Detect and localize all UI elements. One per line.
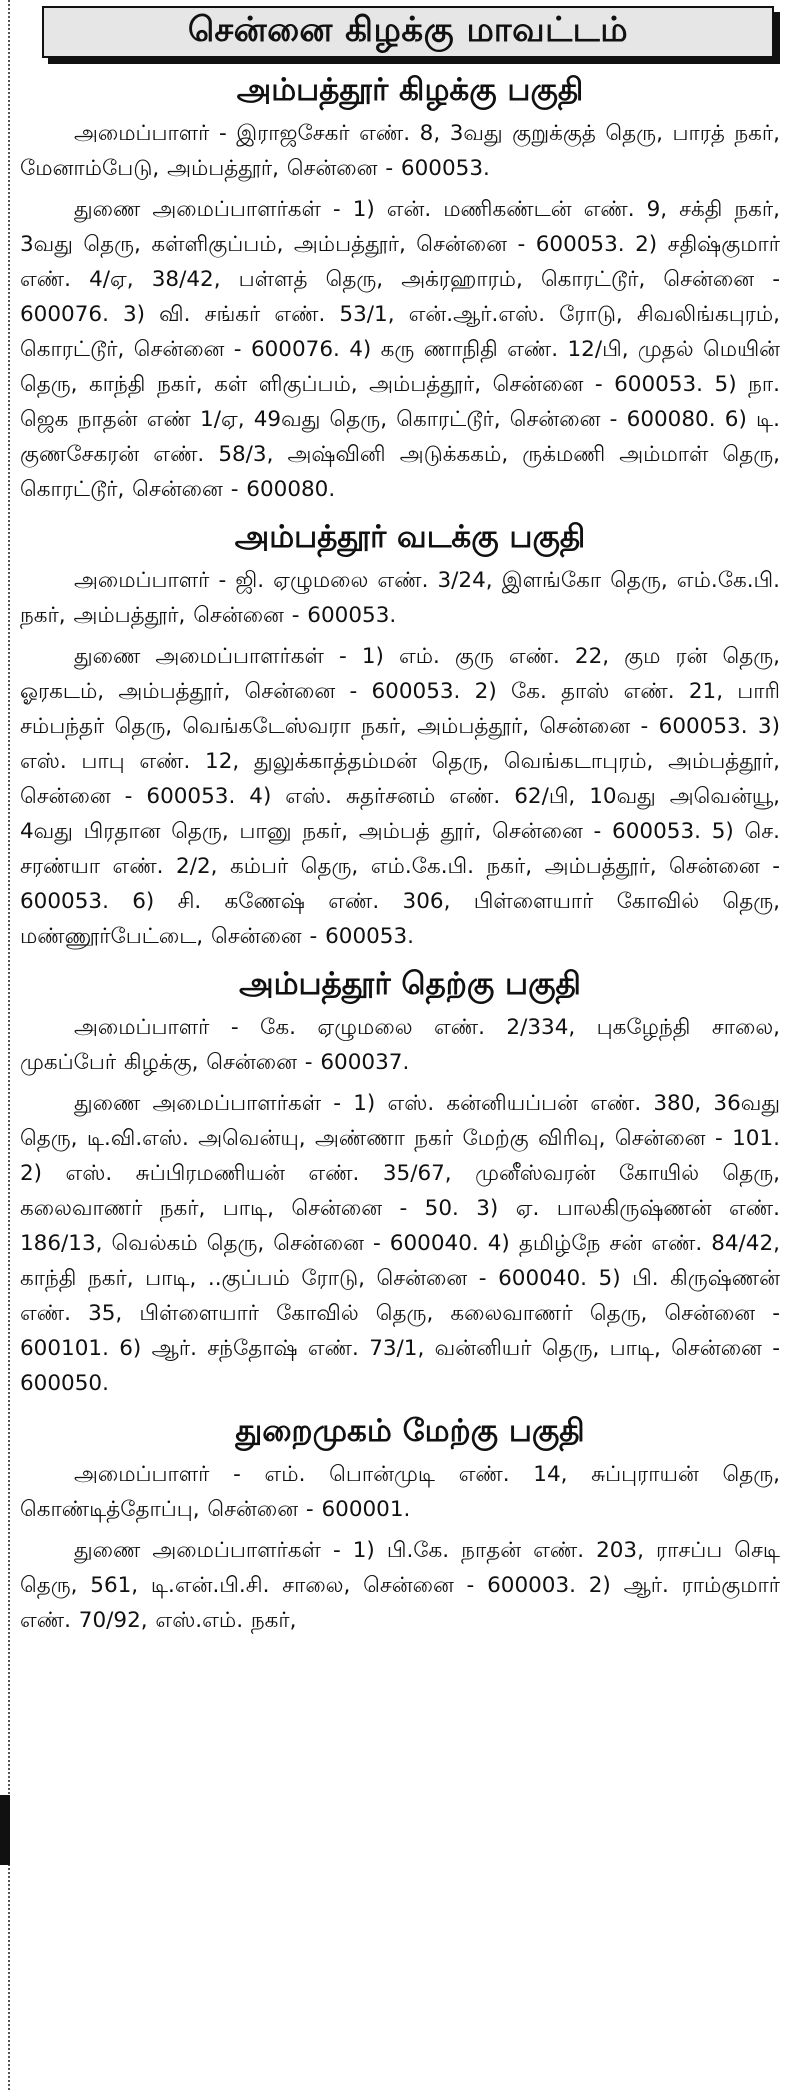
organizer-paragraph: அமைப்பாளர் - எம். பொன்முடி எண். 14, சுப்புராயன் தெரு, கொண்டித்தோப்பு, சென்னை - 600001. [20,1462,780,1522]
deputies-paragraph: துணை அமைப்பாளர்கள் - 1) எஸ். கன்னியப்பன் எண். 380, 36வது தெரு, டி.வி.எஸ். அவென்யு, அண்ணா நகர் மேற்கு விரிவு, சென்னை - 101. 2) எஸ். சுப்பிரமணியன் எண். 35/67, முனீஸ்வரன் கோயில் தெரு, கலைவாணர் நகர், பாடி, சென்னை - 50. 3) ஏ. பாலகிருஷ்ணன் எண். 186/13, வெல்கம் தெரு, சென்னை - 600040. 4) தமிழ்நே சன் எண். 84/42, காந்தி நகர், பாடி, ..குப்பம் ரோடு, சென்னை - 600040. 5) பி. கிருஷ்ணன் எண். 35, பிள்ளையார் கோவில் தெரு, கலைவாணர் தெரு, சென்னை - 600101. 6) ஆர். சந்தோஷ் எண். 73/1, வன்னியர் தெரு, பாடி, சென்னை - 600050. [20,1091,780,1396]
district-banner [42,6,774,58]
section-title: அம்பத்தூர் தெற்கு பகுதி [239,966,581,1002]
organizer-paragraph: அமைப்பாளர் - இராஜசேகர் எண். 8, 3வது குறுக்குத் தெரு, பாரத் நகர், மேனாம்பேடு, அம்பத்தூர், சென்னை - 600053. [20,121,780,181]
column-divider-dotted [8,0,10,2090]
section-ambattur-east [20,70,800,507]
deputies-paragraph: துணை அமைப்பாளர்கள் - 1) எம். குரு எண். 22, கும ரன் தெரு, ஓரகடம், அம்பத்தூர், சென்னை - 600053. 2) கே. தாஸ் எண். 21, பாரி சம்பந்தர் தெரு, வெங்கடேஸ்வரா நகர், அம்பத்தூர், சென்னை - 600053. 3) எஸ். பாபு எண். 12, துலுக்காத்தம்மன் தெரு, வெங்கடாபுரம், அம்பத்தூர், சென்னை - 600053. 4) எஸ். சுதர்சனம் எண். 62/பி, 10வது அவென்யூ, 4வது பிரதான தெரு, பானு நகர், அம்பத் தூர், சென்னை - 600053. 5) செ. சரண்யா எண். 2/2, கம்பர் தெரு, எம்.கே.பி. நகர், அம்பத்தூர், சென்னை - 600053. 6) சி. கணேஷ் எண். 306, பிள்ளையார் கோவில் தெரு, மண்ணூர்பேட்டை, சென்னை - 600053. [20,644,780,949]
article [20,0,800,1644]
section-harbour-west [20,1411,800,1638]
section-ambattur-north [20,517,800,954]
district-title: சென்னை கிழக்கு மாவட்டம் [187,10,629,50]
deputies-paragraph: துணை அமைப்பாளர்கள் - 1) என். மணிகண்டன் எண். 9, சக்தி நகர், 3வது தெரு, கள்ளிகுப்பம், அம்பத்தூர், சென்னை - 600053. 2) சதிஷ்குமார் எண். 4/ஏ, 38/42, பள்ளத் தெரு, அக்ரஹாரம், கொரட்டூர், சென்னை - 600076. 3) வி. சங்கர் எண். 53/1, என்.ஆர்.எஸ். ரோடு, சிவலிங்கபுரம், கொரட்டூர், சென்னை - 600076. 4) கரு ணாநிதி எண். 12/பி, முதல் மெயின் தெரு, காந்தி நகர், கள் ளிகுப்பம், அம்பத்தூர், சென்னை - 600053. 5) நா. ஜெக நாதன் எண் 1/ஏ, 49வது தெரு, கொரட்டூர், சென்னை - 600080. 6) டி. குணசேகரன் எண். 58/3, அஷ்வினி அடுக்ககம், ருக்மணி அம்மாள் தெரு, கொரட்டூர், சென்னை - 600080. [20,197,780,502]
organizer-paragraph: அமைப்பாளர் - ஜி. ஏழுமலை எண். 3/24, இளங்கோ தெரு, எம்.கே.பி. நகர், அம்பத்தூர், சென்னை - 600053. [20,568,780,628]
adjacent-column-fragment [0,1795,10,1865]
section-title: துறைமுகம் மேற்கு பகுதி [235,1413,585,1449]
section-ambattur-south [20,964,800,1401]
deputies-paragraph: துணை அமைப்பாளர்கள் - 1) பி.கே. நாதன் எண். 203, ராசப்ப செடி தெரு, 561, டி.என்.பி.சி. சாலை, சென்னை - 600003. 2) ஆர். ராம்குமார் எண். 70/92, எஸ்.எம். நகர், [20,1538,780,1633]
section-title: அம்பத்தூர் கிழக்கு பகுதி [236,72,584,108]
section-title: அம்பத்தூர் வடக்கு பகுதி [234,519,586,555]
organizer-paragraph: அமைப்பாளர் - கே. ஏழுமலை எண். 2/334, புகழேந்தி சாலை, முகப்பேர் கிழக்கு, சென்னை - 600037. [20,1015,780,1075]
